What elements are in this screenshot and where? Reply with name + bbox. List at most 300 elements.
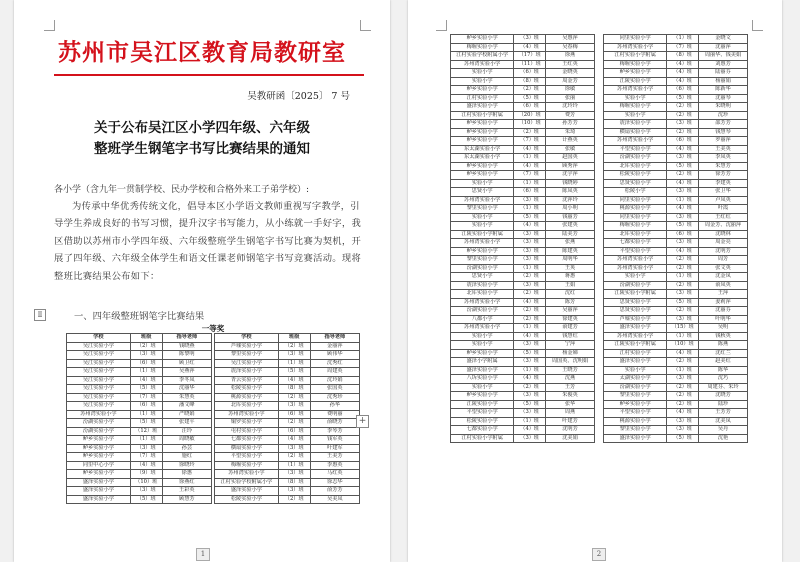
school-cell: 黎里实验小学: [604, 426, 667, 435]
class-cell: （4）班: [667, 69, 699, 78]
class-cell: （3）班: [514, 230, 546, 239]
school-cell: 实验小学: [451, 77, 514, 86]
teacher-cell: 周金芳: [546, 77, 595, 86]
teacher-cell: 计燕英: [546, 137, 595, 146]
teacher-cell: 钱晓婷: [546, 179, 595, 188]
school-cell: 鲈乡实验小学: [451, 162, 514, 171]
teacher-cell: 陈黎明: [162, 351, 211, 360]
school-cell: 七都实验小学: [451, 426, 514, 435]
class-cell: （9）班: [130, 470, 162, 479]
table-row: [215, 385, 360, 394]
school-cell: 梅堰实验小学: [215, 461, 279, 470]
teacher-cell: 沈红兰: [699, 349, 748, 358]
school-cell: 江村实验小学: [604, 349, 667, 358]
table-row: [604, 35, 748, 44]
school-cell: 盛泽实验小学: [604, 434, 667, 443]
notice-title-line1: 关于公布吴江区小学四年级、六年级: [94, 120, 310, 136]
school-cell: 同里中心小学: [67, 461, 131, 470]
class-cell: （3）班: [514, 281, 546, 290]
school-cell: 鲈乡实验小学: [451, 349, 514, 358]
class-cell: （2）班: [667, 111, 699, 120]
crop-mark: [752, 20, 763, 31]
table-row: [451, 128, 595, 137]
school-cell: 苏州湾实验小学: [451, 239, 514, 248]
class-cell: （1）班: [667, 332, 699, 341]
class-cell: （4）班: [514, 43, 546, 52]
teacher-cell: 陈燕: [699, 341, 748, 350]
teacher-cell: 徐芳芳: [699, 171, 748, 180]
class-cell: （1）班: [667, 35, 699, 44]
school-cell: 盛泽实验小学: [67, 487, 131, 496]
teacher-cell: 叶霞: [699, 205, 748, 214]
teacher-cell: 周国英、沈明娟: [546, 358, 595, 367]
table-row: [604, 69, 748, 78]
school-cell: 鲈乡实验小学: [451, 392, 514, 401]
teacher-cell: 张敏: [546, 145, 595, 154]
teacher-cell: 刘惠芳: [699, 60, 748, 69]
teacher-cell: 王芳: [546, 383, 595, 392]
class-cell: （6）班: [278, 410, 310, 419]
school-cell: 盛泽实验小学: [67, 495, 131, 504]
teacher-cell: 张建英: [546, 222, 595, 231]
teacher-cell: 朱慧英: [162, 393, 211, 402]
table-row: [604, 324, 748, 333]
school-cell: 实验小学: [451, 213, 514, 222]
school-cell: 实验小学: [604, 273, 667, 282]
class-cell: （2）班: [667, 383, 699, 392]
class-cell: （1）班: [130, 436, 162, 445]
table-row: [604, 239, 748, 248]
teacher-cell: 沈明芳: [546, 426, 595, 435]
teacher-cell: 杨丽娟: [699, 77, 748, 86]
table-row: [451, 247, 595, 256]
school-cell: 平望实验小学: [215, 453, 279, 462]
teacher-cell: 沈秀红: [310, 359, 359, 368]
teacher-cell: 陆美芳: [546, 230, 595, 239]
table-row: [215, 376, 360, 385]
teacher-cell: 陆珍: [699, 400, 748, 409]
class-cell: （1）班: [514, 179, 546, 188]
table-row: [604, 120, 748, 129]
teacher-cell: 王晓芳: [546, 366, 595, 375]
teacher-cell: 沈艳: [699, 434, 748, 443]
class-cell: （3）班: [514, 392, 546, 401]
teacher-cell: 严晓娟: [162, 410, 211, 419]
class-cell: （2）班: [667, 256, 699, 265]
school-cell: 思贤实验小学: [604, 179, 667, 188]
teacher-cell: 徐燕红: [162, 478, 211, 487]
teacher-cell: 李惠英: [310, 461, 359, 470]
table-row: [604, 264, 748, 273]
teacher-cell: 沈丽琴: [699, 94, 748, 103]
class-cell: （3）班: [667, 120, 699, 129]
teacher-cell: 顾慧芳: [162, 495, 211, 504]
class-cell: （6）班: [667, 86, 699, 95]
school-cell: 芦墟实验小学: [215, 342, 279, 351]
table-row: [67, 461, 212, 470]
table-row: [215, 478, 360, 487]
table-header-row: [67, 334, 212, 343]
class-cell: （3）班: [278, 470, 310, 479]
column-header: 学校: [67, 334, 131, 343]
table-row: [604, 366, 748, 375]
table-row: [451, 77, 595, 86]
table-row: [215, 487, 360, 496]
table-row: [604, 196, 748, 205]
table-row: [67, 402, 212, 411]
teacher-cell: 姜莉萍: [699, 298, 748, 307]
class-cell: （5）班: [667, 94, 699, 103]
school-cell: 汾湖实验小学: [451, 307, 514, 316]
school-cell: 黎里实验小学: [451, 205, 514, 214]
table-row: [215, 419, 360, 428]
school-cell: 八坼实验小学: [451, 375, 514, 384]
class-cell: （4）班: [514, 298, 546, 307]
table-row: [604, 426, 748, 435]
class-cell: （2）班: [278, 495, 310, 504]
teacher-cell: 周金芳、沈丽萍: [699, 222, 748, 231]
class-cell: （4）班: [667, 409, 699, 418]
table-row: [215, 436, 360, 445]
table-row: [67, 419, 212, 428]
school-cell: 汾湖实验小学: [67, 419, 131, 428]
school-cell: 苏州湾实验小学: [451, 298, 514, 307]
teacher-cell: 沈晓林: [699, 230, 748, 239]
teacher-cell: 钱慧红: [546, 332, 595, 341]
class-cell: （3）班: [667, 290, 699, 299]
table-row: [215, 368, 360, 377]
teacher-cell: 徐燕: [546, 52, 595, 61]
body-paragraph: 为传承中华优秀传统文化，倡导本区小学语文教师重视写字教学，引导学生养成良好的书写习惯，提升汉字书写能力，从小练就一手好字，我区借助以苏州市小学四年级、六年级整班学生钢笔字书写比赛为契机，开展了四年级、六年级全体学生和语文任课老师钢笔字书写竞赛活动。现将整班比赛结果公布如下：: [54, 201, 362, 282]
class-cell: （3）班: [667, 239, 699, 248]
school-cell: 苏州湾实验小学: [451, 60, 514, 69]
teacher-cell: 沈丽萍: [699, 43, 748, 52]
school-cell: 盛泽实验小学: [604, 358, 667, 367]
school-cell: 平望实验小学: [604, 409, 667, 418]
school-cell: 实验小学: [604, 366, 667, 375]
table-row: [604, 290, 748, 299]
table-row: [67, 487, 212, 496]
table-row: [67, 436, 212, 445]
school-cell: 实验小学: [451, 341, 514, 350]
school-cell: 平望实验小学: [604, 247, 667, 256]
school-cell: 盛泽实验小学: [215, 487, 279, 496]
teacher-cell: 俞芳芳: [310, 487, 359, 496]
table-row: [604, 332, 748, 341]
school-cell: 江村实验小学附属: [451, 111, 514, 120]
class-cell: （2）班: [278, 342, 310, 351]
table-row: [604, 154, 748, 163]
table-row: [451, 222, 595, 231]
teacher-cell: 周建芬、朱玲: [699, 383, 748, 392]
teacher-cell: 蒋惠: [546, 273, 595, 282]
teacher-cell: 王萍: [699, 290, 748, 299]
crop-mark: [360, 20, 371, 31]
table-row: [604, 434, 748, 443]
school-cell: 吴江实验小学: [67, 368, 131, 377]
school-cell: 梅堰实验小学: [604, 222, 667, 231]
school-cell: 同里实验小学: [604, 196, 667, 205]
class-cell: （1）班: [130, 368, 162, 377]
class-cell: （12）班: [130, 427, 162, 436]
school-cell: 苏州湾实验小学: [604, 137, 667, 146]
school-cell: 北厍实验小学: [604, 162, 667, 171]
crop-mark: [44, 20, 55, 31]
school-cell: 横扇实验小学: [604, 128, 667, 137]
school-cell: 七都实验小学: [215, 436, 279, 445]
class-cell: （15）班: [667, 324, 699, 333]
table-row: [67, 385, 212, 394]
table-row: [215, 453, 360, 462]
table-row: [604, 213, 748, 222]
table-row: [604, 145, 748, 154]
table-row: [451, 69, 595, 78]
table-row: [215, 444, 360, 453]
school-cell: 北厍实验小学: [215, 402, 279, 411]
class-cell: （5）班: [130, 495, 162, 504]
school-cell: 鲈乡实验小学: [604, 400, 667, 409]
table-row: [451, 290, 595, 299]
table-row: [604, 43, 748, 52]
teacher-cell: 沈美娟: [546, 434, 595, 443]
teacher-cell: 徐志华: [310, 478, 359, 487]
table-row: [604, 383, 748, 392]
table-row: [451, 281, 595, 290]
class-cell: （6）班: [514, 69, 546, 78]
school-cell: 东太湖实验小学: [451, 154, 514, 163]
class-cell: （2）班: [514, 128, 546, 137]
teacher-cell: 潘文峰: [162, 402, 211, 411]
class-cell: （4）班: [514, 426, 546, 435]
class-cell: （4）班: [667, 349, 699, 358]
table-row: [451, 400, 595, 409]
results-table-left: [450, 34, 595, 443]
class-cell: （1）班: [278, 359, 310, 368]
class-cell: （5）班: [514, 400, 546, 409]
class-cell: （5）班: [667, 162, 699, 171]
school-cell: 实验小学: [451, 222, 514, 231]
class-cell: （3）班: [514, 409, 546, 418]
school-cell: 汾湖实验小学: [604, 281, 667, 290]
school-cell: 梅堰实验小学: [604, 60, 667, 69]
margin-marker-icon[interactable]: Ⅱ: [34, 309, 46, 321]
table-row: [215, 359, 360, 368]
table-row: [451, 137, 595, 146]
class-cell: （4）班: [278, 376, 310, 385]
table-row: [604, 307, 748, 316]
class-cell: （2）班: [667, 128, 699, 137]
table-row: [604, 222, 748, 231]
school-cell: 盛泽实验小学: [451, 103, 514, 112]
class-cell: （2）班: [278, 453, 310, 462]
class-cell: （4）班: [278, 436, 310, 445]
school-cell: 平望实验小学: [451, 409, 514, 418]
teacher-cell: 周芳: [699, 256, 748, 265]
school-cell: 松陵小学: [604, 188, 667, 197]
crop-mark: [436, 20, 447, 31]
school-cell: 鲈乡实验小学: [451, 247, 514, 256]
table-row: [604, 273, 748, 282]
table-row: [451, 307, 595, 316]
table-row: [451, 145, 595, 154]
teacher-cell: 金晓英: [546, 69, 595, 78]
teacher-cell: 沈燕: [546, 375, 595, 384]
school-cell: 江陵实验小学附属: [604, 341, 667, 350]
table-row: [451, 264, 595, 273]
class-cell: （7）班: [130, 393, 162, 402]
school-cell: 汾湖实验小学: [604, 154, 667, 163]
school-cell: 震泽实验小学: [215, 368, 279, 377]
class-cell: （7）班: [514, 137, 546, 146]
red-divider: [54, 74, 364, 76]
table-row: [451, 43, 595, 52]
table-row: [604, 400, 748, 409]
school-cell: 桃源实验小学: [604, 205, 667, 214]
school-cell: 梅堰实验小学: [451, 43, 514, 52]
teacher-cell: 钱慧琴: [699, 128, 748, 137]
teacher-cell: 王美英: [699, 145, 748, 154]
table-row: [451, 341, 595, 350]
school-cell: 北厍实验小学: [451, 290, 514, 299]
class-cell: （2）班: [667, 307, 699, 316]
teacher-cell: 李建英: [699, 179, 748, 188]
teacher-cell: 沈玲娟: [310, 376, 359, 385]
school-cell: 苏州湾实验小学: [67, 410, 131, 419]
table-row: [451, 188, 595, 197]
school-cell: 吴江实验小学: [67, 385, 131, 394]
table-row: [604, 417, 748, 426]
class-cell: （8）班: [278, 385, 310, 394]
teacher-cell: 吴春梅: [546, 43, 595, 52]
teacher-cell: 张燕: [546, 239, 595, 248]
teacher-cell: 朱晓明: [699, 103, 748, 112]
teacher-cell: 徐建英: [546, 315, 595, 324]
school-cell: 松陵实验小学: [215, 495, 279, 504]
school-cell: 七都实验小学: [604, 239, 667, 248]
class-cell: （3）班: [667, 315, 699, 324]
table-row: [451, 230, 595, 239]
teacher-cell: 金丽萍: [310, 342, 359, 351]
teacher-cell: 张华: [546, 400, 595, 409]
school-cell: 黎里实验小学: [451, 256, 514, 265]
table-row: [604, 77, 748, 86]
teacher-cell: 陈建英: [546, 247, 595, 256]
class-cell: （1）班: [667, 366, 699, 375]
teacher-cell: 沈玲玲: [546, 103, 595, 112]
class-cell: （2）班: [667, 171, 699, 180]
table-row: [604, 205, 748, 214]
table-row: [451, 86, 595, 95]
class-cell: （3）班: [667, 417, 699, 426]
school-cell: 思贤实验小学: [604, 307, 667, 316]
teacher-cell: 吴燕萍: [162, 368, 211, 377]
class-cell: （5）班: [667, 434, 699, 443]
teacher-cell: 钱军英: [310, 436, 359, 445]
section-heading: 一、四年级整班钢笔字比赛结果: [74, 311, 205, 322]
column-header: 指导老师: [310, 334, 359, 343]
class-cell: （1）班: [514, 154, 546, 163]
teacher-cell: 卢凤英: [699, 196, 748, 205]
class-cell: （5）班: [514, 213, 546, 222]
school-cell: 苏州湾实验小学: [451, 196, 514, 205]
school-cell: 鲈乡实验小学: [451, 35, 514, 44]
school-cell: 北厍实验小学: [604, 230, 667, 239]
table-row: [67, 351, 212, 360]
column-header: 班级: [130, 334, 162, 343]
class-cell: （1）班: [514, 264, 546, 273]
class-cell: （8）班: [278, 478, 310, 487]
school-cell: 鲈乡实验小学: [451, 128, 514, 137]
table-row: [451, 120, 595, 129]
class-cell: （2）班: [278, 393, 310, 402]
class-cell: （1）班: [514, 324, 546, 333]
table-row: [451, 434, 595, 443]
teacher-cell: 邵芳芳: [699, 120, 748, 129]
teacher-cell: 杨金娣: [546, 349, 595, 358]
teacher-cell: 徐惠: [162, 470, 211, 479]
teacher-cell: 顾卫红: [162, 359, 211, 368]
class-cell: （6）班: [667, 137, 699, 146]
teacher-cell: 沈金凤: [699, 273, 748, 282]
class-cell: （2）班: [667, 103, 699, 112]
table-row: [604, 392, 748, 401]
table-row: [604, 52, 748, 61]
teacher-cell: 陆丽芬: [699, 69, 748, 78]
table-row: [451, 60, 595, 69]
table-row: [451, 417, 595, 426]
teacher-cell: 罗丽萍: [699, 137, 748, 146]
school-cell: 桃源实验小学: [215, 393, 279, 402]
class-cell: （3）班: [278, 444, 310, 453]
class-cell: （3）班: [514, 247, 546, 256]
table-row: [451, 196, 595, 205]
class-cell: （5）班: [278, 368, 310, 377]
class-cell: （2）班: [514, 383, 546, 392]
school-cell: 江村实验小学附属: [604, 52, 667, 61]
school-cell: 实验小学: [451, 332, 514, 341]
school-cell: 鲈乡实验小学: [451, 171, 514, 180]
school-cell: 汾湖实验小学: [604, 383, 667, 392]
doc-number: 吴教研函〔2025〕 7 号: [247, 91, 350, 102]
table-row: [67, 359, 212, 368]
class-cell: （4）班: [130, 376, 162, 385]
table-row: [604, 281, 748, 290]
school-cell: 苏州湾实验小学: [604, 43, 667, 52]
teacher-cell: 周明华: [546, 256, 595, 265]
table-row: [451, 111, 595, 120]
school-cell: 思贤小学: [451, 188, 514, 197]
page-number: 2: [592, 548, 606, 561]
class-cell: （2）班: [667, 392, 699, 401]
class-cell: （3）班: [667, 375, 699, 384]
school-cell: 鲈乡实验小学: [67, 444, 131, 453]
table-row: [67, 427, 212, 436]
teacher-cell: 张丽: [546, 94, 595, 103]
school-cell: 思贤小学: [451, 273, 514, 282]
teacher-cell: 马红英: [310, 470, 359, 479]
table-row: [451, 256, 595, 265]
class-cell: （3）班: [514, 341, 546, 350]
class-cell: （1）班: [130, 410, 162, 419]
class-cell: （3）班: [278, 351, 310, 360]
teacher-cell: 陈凤英: [546, 188, 595, 197]
table-row: [67, 393, 212, 402]
teacher-cell: 沈美凤: [699, 417, 748, 426]
table-row: [451, 154, 595, 163]
school-cell: 盛泽实验小学: [67, 478, 131, 487]
add-icon[interactable]: +: [356, 415, 369, 428]
class-cell: （2）班: [667, 264, 699, 273]
